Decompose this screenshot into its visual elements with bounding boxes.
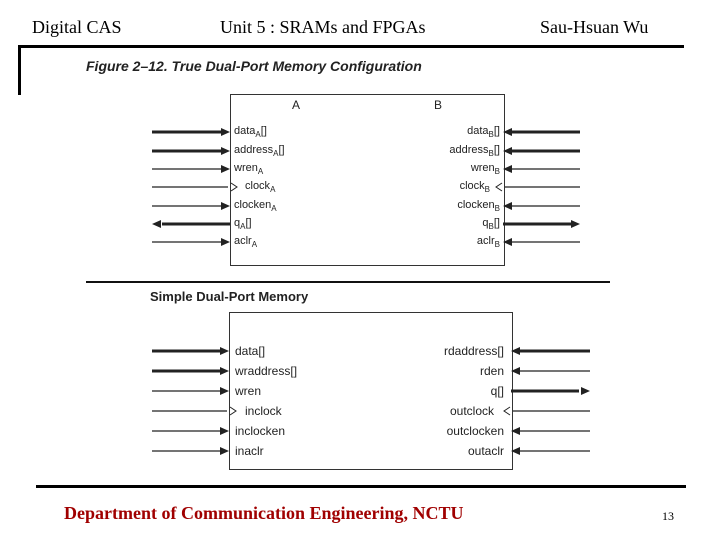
pin-port-subscript: A [257,167,264,177]
port-b-input-arrow [503,165,512,173]
pin-label: outclock [449,404,494,418]
pin-name: aclr [476,235,495,247]
port-a-input-arrow [221,147,230,155]
pin-label: inaclr [235,444,264,458]
port-a-output-arrow [152,220,161,228]
pin-name: data [467,125,489,137]
pin-port-subscript: A [270,185,276,195]
port-a-input-arrow [221,238,230,246]
pin-suffix: [] [245,217,252,229]
pin-name: clocken [457,199,495,211]
port-b-input-arrow [503,147,512,155]
pin-name: aclr [234,235,252,247]
clock-b-marker [496,183,502,191]
pin-name: address [449,144,489,156]
pin-name: clocken [234,199,272,211]
pin-port-subscript: B [484,185,490,195]
pin-port-subscript: A [251,240,258,250]
port-b-heading: B [434,98,443,112]
pin-port-subscript: B [494,240,500,250]
pin-port-subscript: B [494,204,500,214]
pin-name: address [234,144,274,156]
footer-department: Department of Communication Engineering, NCTU [64,503,464,523]
read-port-input-arrow [511,367,520,375]
read-port-input-arrow [511,347,520,355]
pin-name: wren [470,162,495,174]
pin-name: clock [459,180,485,192]
write-port-input-arrow [220,447,229,455]
pin-label: wraddress[] [235,364,298,378]
pin-label: q[] [490,384,504,398]
header-course: Digital CAS [32,17,122,37]
write-port-input-arrow [220,347,229,355]
write-port-input-arrow [220,427,229,435]
port-b-input-arrow [503,128,512,136]
pin-port-subscript: B [494,167,500,177]
pin-suffix: [] [260,125,267,137]
pin-label: inclocken [235,424,286,438]
write-port-input-arrow [220,387,229,395]
outclock-marker [504,407,510,415]
pin-label: inclock [245,404,282,418]
pin-port-subscript: A [255,130,261,140]
port-b-output-arrow [571,220,580,228]
port-a-input-arrow [221,128,230,136]
pin-port-subscript: A [240,222,246,232]
port-a-input-arrow [221,202,230,210]
port-b-input-arrow [503,238,512,246]
pin-suffix: [] [278,144,285,156]
pin-name: q [234,217,241,229]
pin-label: rden [479,364,504,378]
inclock-marker [230,407,236,415]
port-a-input-arrow [221,165,230,173]
header-unit-title: Unit 5 : SRAMs and FPGAs [220,17,426,37]
pin-name: wren [234,162,258,174]
pin-port-subscript: B [488,222,494,232]
header-author: Sau-Hsuan Wu [540,17,649,37]
pin-name: clock [245,180,271,192]
write-port-input-arrow [220,367,229,375]
pin-label: outclocken [446,424,504,438]
read-port-output-arrow [581,387,590,395]
simple-dual-port-title: Simple Dual-Port Memory [150,289,309,304]
bottom-rule [36,485,686,488]
pin-name: q [482,217,489,229]
port-a-heading: A [292,98,301,112]
pin-name: data [234,125,256,137]
port-b-input-arrow [503,202,512,210]
pin-port-subscript: A [271,204,277,214]
pin-suffix: [] [493,217,500,229]
figure-title: Figure 2–12. True Dual-Port Memory Configuration [86,58,422,74]
pin-label: outaclr [467,444,504,458]
read-port-input-arrow [511,447,520,455]
page-number: 13 [662,509,674,523]
pin-label: data[] [235,344,266,358]
pin-port-subscript: B [488,149,494,159]
read-port-input-arrow [511,427,520,435]
pin-label: wren [235,384,262,398]
pin-suffix: [] [493,144,500,156]
pin-suffix: [] [493,125,500,137]
pin-label: rdaddress[] [443,344,504,358]
pin-port-subscript: B [488,130,494,140]
pin-port-subscript: A [273,149,279,159]
clock-a-marker [231,183,237,191]
